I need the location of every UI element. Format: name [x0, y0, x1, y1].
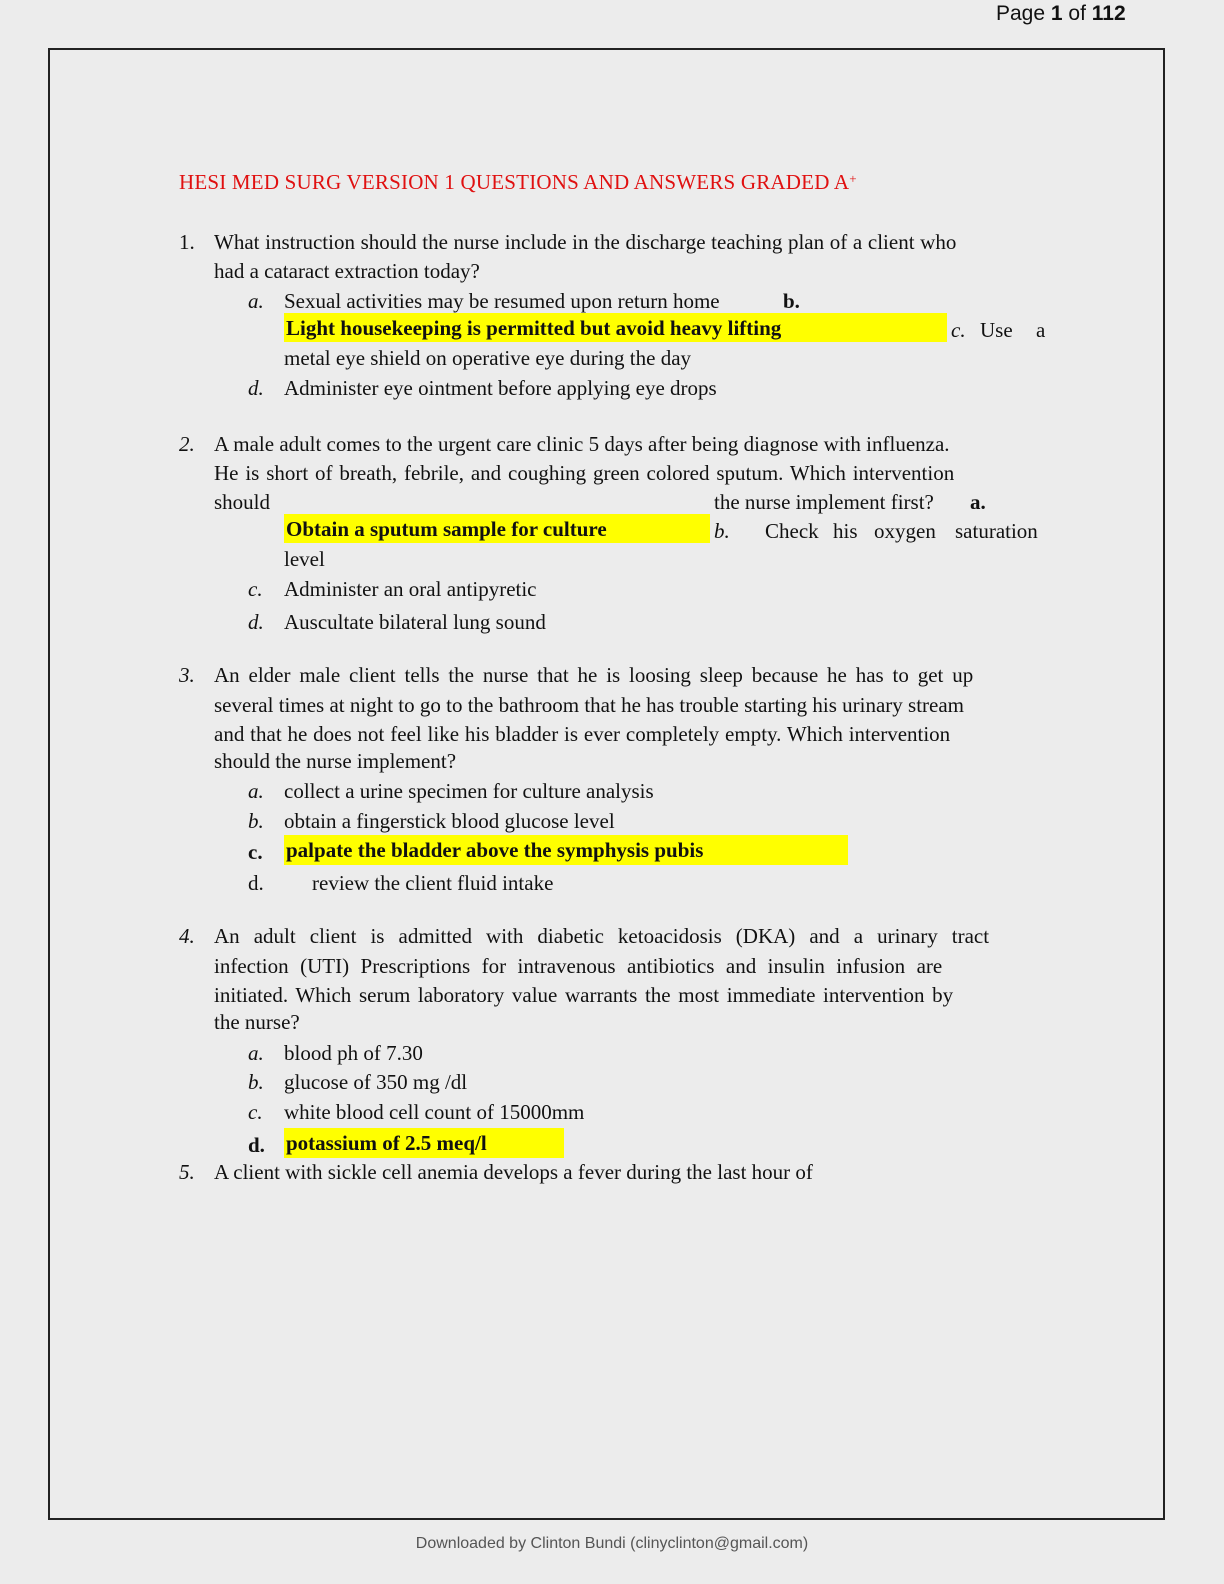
option-letter: b.	[783, 289, 800, 313]
question-text-line: should the nurse implement?	[214, 749, 457, 773]
option-text: Administer eye ointment before applying eye drops	[284, 376, 717, 400]
document-title	[179, 168, 857, 196]
option-letter: a.	[248, 779, 264, 803]
option-text: blood ph of 7.30	[284, 1041, 423, 1065]
question-text-line: A client with sickle cell anemia develops a fever during the last hour of	[214, 1160, 813, 1184]
page-counter-total: 112	[1091, 2, 1126, 25]
option-text: Administer an oral antipyretic	[284, 577, 537, 601]
document-title-text: HESI MED SURG VERSION 1 QUESTIONS AND ANSWERS GRADED A	[179, 170, 850, 194]
option-text: Sexual activities may be resumed upon return home	[284, 289, 720, 313]
option-text-correct: palpate the bladder above the symphysis pubis	[286, 838, 704, 862]
option-text-correct: Light housekeeping is permitted but avoid heavy lifting	[286, 316, 782, 340]
option-text: white blood cell count of 15000mm	[284, 1100, 585, 1124]
option-text: obtain a fingerstick blood glucose level	[284, 809, 615, 833]
question-number: 1.	[179, 230, 195, 254]
option-text: his	[833, 519, 858, 543]
option-letter: c.	[248, 840, 263, 864]
option-letter: d.	[248, 610, 264, 634]
page-counter-current: 1	[1050, 2, 1063, 25]
option-letter: a.	[248, 289, 264, 313]
option-letter: d.	[248, 1133, 265, 1157]
option-text: saturation	[955, 519, 1038, 543]
option-letter: c.	[248, 577, 263, 601]
correct-answer-highlight	[284, 1128, 564, 1158]
question-text-line: He is short of breath, febrile, and coughing green colored sputum. Which intervention	[214, 461, 955, 485]
page-counter-prefix: Page	[996, 2, 1046, 25]
option-text: a	[1036, 318, 1046, 342]
question-text-line: the nurse implement first?	[714, 490, 934, 514]
question-text-line: and that he does not feel like his bladder is ever completely empty. Which intervention	[214, 722, 951, 746]
question-text-line: had a cataract extraction today?	[214, 259, 480, 283]
option-text: review the client fluid intake	[312, 871, 554, 895]
option-letter: a.	[248, 1041, 264, 1065]
question-number: 4.	[179, 924, 195, 948]
correct-answer-highlight	[284, 313, 947, 342]
option-text: Use	[980, 318, 1013, 342]
question-number: 5.	[179, 1160, 195, 1184]
option-text: oxygen	[874, 519, 936, 543]
question-number: 2.	[179, 432, 195, 456]
question-text-line: initiated. Which serum laboratory value warrants the most immediate intervention by	[214, 983, 954, 1007]
question-text-line: infection (UTI) Prescriptions for intravenous antibiotics and insulin infusion are	[214, 954, 943, 978]
question-text-line: A male adult comes to the urgent care clinic 5 days after being diagnose with influenza.	[214, 432, 950, 456]
correct-answer-highlight	[284, 514, 710, 543]
option-text: metal eye shield on operative eye during the day	[284, 346, 692, 370]
option-text: collect a urine specimen for culture analysis	[284, 779, 654, 803]
option-letter: d.	[248, 376, 264, 400]
question-number: 3.	[179, 663, 195, 687]
option-text-correct: Obtain a sputum sample for culture	[286, 517, 607, 541]
page-counter-of: of	[1068, 2, 1086, 25]
option-letter: b.	[714, 519, 730, 543]
option-text-correct: potassium of 2.5 meq/l	[286, 1131, 487, 1155]
option-text: Check	[765, 519, 819, 543]
question-text-line: An elder male client tells the nurse that he is loosing sleep because he has to get up	[214, 663, 974, 687]
page-counter	[996, 0, 1126, 28]
option-text: level	[284, 547, 325, 571]
option-letter: c.	[248, 1100, 263, 1124]
option-letter: a.	[970, 490, 986, 514]
option-text: glucose of 350 mg /dl	[284, 1070, 468, 1094]
correct-answer-highlight	[284, 835, 848, 865]
option-letter: d.	[248, 871, 264, 895]
option-letter: b.	[248, 1070, 264, 1094]
question-text-line: the nurse?	[214, 1010, 300, 1034]
option-letter: c.	[951, 318, 966, 342]
option-letter: b.	[248, 809, 264, 833]
download-footer: Downloaded by Clinton Bundi (clinyclinton@gmail.com)	[415, 1535, 809, 1552]
question-text-line: An adult client is admitted with diabetic ketoacidosis (DKA) and a urinary tract	[214, 924, 990, 948]
question-text-line: should	[214, 490, 271, 514]
question-text-line: several times at night to go to the bathroom that he has trouble starting his urinary stream	[214, 693, 964, 717]
document-title-sup: +	[849, 171, 857, 186]
option-text: Auscultate bilateral lung sound	[284, 610, 546, 634]
question-text-line: What instruction should the nurse include in the discharge teaching plan of a client who	[214, 230, 957, 254]
